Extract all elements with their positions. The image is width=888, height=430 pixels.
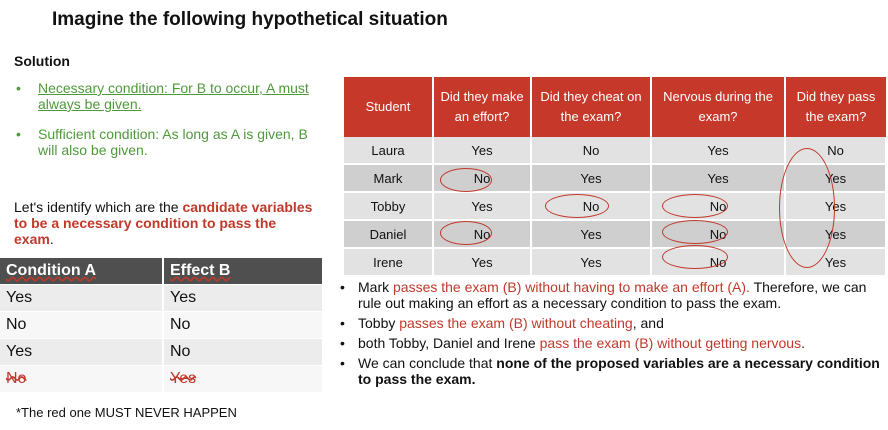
cell: No [433, 164, 531, 192]
header-effort: Did they make an effort? [433, 77, 531, 137]
cell: No [433, 220, 531, 248]
circle-annotation [662, 245, 728, 269]
bullet-dot: • [340, 355, 345, 371]
text: We can conclude that [358, 355, 497, 371]
cell: No [531, 192, 651, 220]
highlight-text: pass the exam (B) without getting nervous [539, 335, 802, 351]
header-condition-a: Condition A [0, 258, 163, 285]
header-nervous: Nervous during the exam? [651, 77, 785, 137]
text: Therefore, we can rule out making an effort as a necessary condition to pass the exam. [358, 279, 867, 311]
table-row [0, 285, 322, 312]
cell: Yes [433, 192, 531, 220]
cell: Yes [531, 248, 651, 276]
cell: Yes [433, 248, 531, 276]
cell: Yes [785, 248, 886, 276]
necessary-condition-text: Necessary condition: For B to occur, A must always be given. [38, 80, 309, 112]
circle-annotation [779, 148, 835, 268]
cell: Daniel [344, 220, 433, 248]
header-effect-b: Effect B [163, 258, 322, 285]
text: Mark [358, 279, 393, 295]
bullet-dot: • [340, 279, 345, 295]
header-pass: Did they pass the exam? [785, 77, 886, 137]
intro-highlight: candidate variables to be a necessary condition to pass the exam [14, 199, 313, 247]
bullet-dot: • [16, 80, 21, 96]
bullet-dot: • [16, 126, 21, 142]
cell: No [531, 137, 651, 164]
bullet-nervous [340, 335, 885, 351]
cell: Yes [785, 220, 886, 248]
text: , and [632, 315, 664, 331]
circle-annotation [440, 168, 492, 192]
cell: No [163, 312, 322, 339]
forbidden-value: Yes [170, 370, 197, 387]
condition-effect-table [0, 258, 322, 393]
highlight-text: passes the exam (B) without having to make an effort (A). [393, 279, 750, 295]
table-row [0, 312, 322, 339]
cell: Mark [344, 164, 433, 192]
cell: Yes [785, 192, 886, 220]
table-row [0, 339, 322, 366]
table-row-forbidden [0, 366, 322, 393]
intro-text: Let's identify which are the [14, 199, 183, 215]
cell: Yes [0, 285, 163, 312]
cell: Yes [433, 137, 531, 164]
slide-title: Imagine the following hypothetical situation [52, 9, 448, 30]
intro-paragraph [14, 199, 314, 247]
conclusion-bullets [340, 279, 885, 391]
cell: Yes [785, 164, 886, 192]
bullet-conclusion [340, 355, 885, 387]
forbidden-value: No [6, 370, 27, 387]
cell: No [785, 137, 886, 164]
cell: Yes [163, 285, 322, 312]
cell-forbidden [163, 366, 322, 393]
table-header-row [0, 258, 322, 285]
intro-end: . [49, 231, 54, 247]
cell: No [651, 248, 785, 276]
circle-annotation [662, 194, 728, 218]
bullet-tobby [340, 315, 885, 331]
cell: Yes [0, 339, 163, 366]
cell: No [651, 220, 785, 248]
footnote: *The red one MUST NEVER HAPPEN [16, 405, 237, 420]
circle-annotation [440, 221, 492, 245]
header-student: Student [344, 77, 433, 137]
cell: Yes [531, 164, 651, 192]
student-table-header [344, 77, 886, 137]
conclusion-bold: none of the proposed variables are a necessary condition to pass the exam. [358, 355, 880, 387]
cell: No [651, 192, 785, 220]
bullet-dot: • [340, 335, 345, 351]
cell: Yes [531, 220, 651, 248]
highlight-text: passes the exam (B) without cheating [399, 315, 633, 331]
cell: Yes [651, 137, 785, 164]
bullet-sufficient [16, 126, 316, 158]
bullet-dot: • [340, 315, 345, 331]
header-cheat: Did they cheat on the exam? [531, 77, 651, 137]
cell: No [163, 339, 322, 366]
cell: Tobby [344, 192, 433, 220]
bullet-necessary [16, 80, 316, 112]
cell-forbidden [0, 366, 163, 393]
solution-heading: Solution [14, 53, 70, 69]
text: Tobby [358, 315, 400, 331]
cell: Irene [344, 248, 433, 276]
bullet-mark [340, 279, 885, 311]
text: . [801, 335, 805, 351]
cell: Laura [344, 137, 433, 164]
text: both Tobby, Daniel and Irene [358, 335, 540, 351]
sufficient-condition-text: Sufficient condition: As long as A is given, B will also be given. [38, 126, 308, 158]
circle-annotation [662, 220, 728, 244]
circle-annotation [545, 194, 609, 218]
cell: Yes [651, 164, 785, 192]
cell: No [0, 312, 163, 339]
